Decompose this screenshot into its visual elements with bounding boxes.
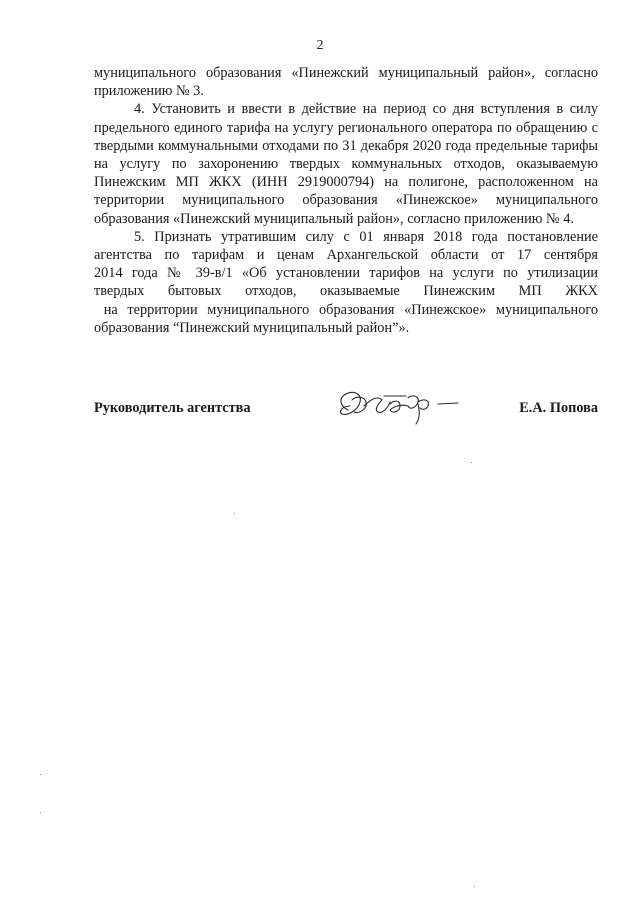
paragraph-5-line: агентства по тарифам и ценам Архангельской области от 17 сентября bbox=[94, 247, 598, 264]
paragraph-continuation: муниципального образования «Пинежский муниципальный район», согласно приложению № 3. bbox=[94, 65, 598, 100]
document-body bbox=[94, 64, 598, 337]
scan-speck bbox=[234, 513, 235, 514]
scan-speck bbox=[40, 812, 41, 813]
signatory-title: Руководитель агентства bbox=[94, 400, 251, 416]
paragraph-5-line: твердых бытовых отходов, оказываемые Пинежским МП ЖКХ bbox=[94, 283, 598, 300]
paragraph-4: 4. Установить и ввести в действие на период со дня вступления в силу предельного единого тарифа на услугу регионального оператора по обращению с твердыми коммунальными отходами по 31 декабря 2020 года предельные тарифы на услугу по захоронению твердых коммунальных отходов, оказываемую Пинежским МП ЖКХ (ИНН 2919000794) на полигоне, расположенном на территории муниципального образования «Пинежское» муниципального образования «Пинежский муниципальный район», согласно приложению № 4. bbox=[94, 101, 598, 227]
scan-speck bbox=[40, 774, 41, 775]
page-number: 2 bbox=[316, 38, 324, 53]
scan-speck bbox=[474, 886, 475, 887]
scan-speck bbox=[471, 462, 472, 463]
paragraph-5-line: на территории муниципального образования «Пинежское» муниципального bbox=[94, 301, 598, 318]
paragraph-5-line: 5. Признать утратившим силу с 01 января 2018 года постановление bbox=[134, 228, 598, 245]
handwritten-signature-icon bbox=[334, 386, 464, 428]
signature-block bbox=[94, 398, 598, 438]
signatory-name: Е.А. Попова bbox=[519, 400, 598, 416]
paragraph-5 bbox=[94, 228, 598, 337]
paragraph-5-line: 2014 года № 39-в/1 «Об установлении тарифов на услуги по утилизации bbox=[94, 265, 598, 282]
paragraph-5-line: образования “Пинежский муниципальный район”». bbox=[94, 319, 410, 336]
